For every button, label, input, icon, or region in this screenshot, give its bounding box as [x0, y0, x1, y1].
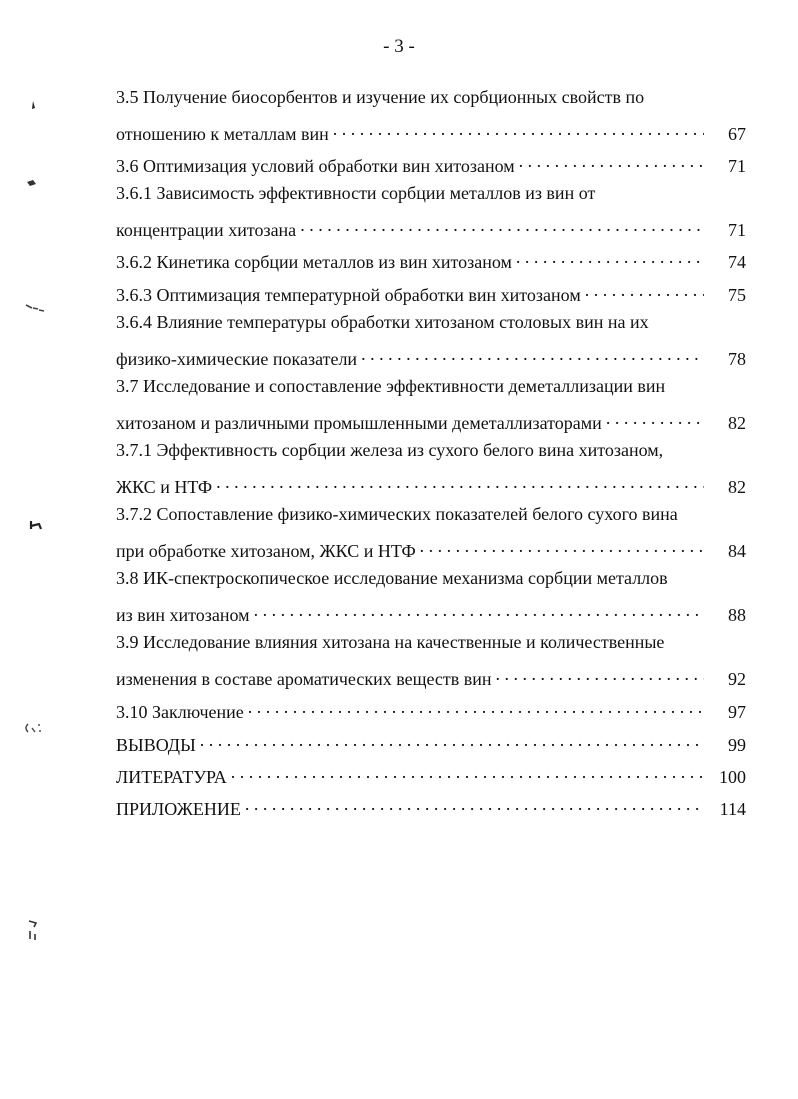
scan-speck-mark — [24, 176, 40, 190]
toc-entry-label: концентрации хитозана — [116, 220, 297, 240]
dot-leader — [245, 793, 704, 815]
dot-leader — [231, 761, 704, 783]
toc-entry-label: ЛИТЕРАТУРА — [116, 767, 227, 787]
toc-entry-3-6-4-line-1: 3.6.4 Влияние температуры обработки хитозаном столовых вин на их — [116, 312, 649, 332]
dot-leader — [254, 599, 704, 621]
toc-entry-label: ПРИЛОЖЕНИЕ — [116, 799, 241, 819]
scan-speck-mark — [24, 918, 42, 944]
toc-entry-3-10 — [116, 696, 746, 723]
toc-entry-3-7 — [116, 407, 746, 434]
toc-entry-label: 3.6.2 Кинетика сорбции металлов из вин хитозаном — [116, 252, 512, 272]
toc-entry-3-6-1-line-1: 3.6.1 Зависимость эффективности сорбции металлов из вин от — [116, 183, 596, 203]
toc-entry-3-7-2-line-1: 3.7.2 Сопоставление физико-химических показателей белого сухого вина — [116, 504, 678, 524]
scan-speck-mark — [24, 300, 46, 316]
scan-speck-mark — [22, 718, 48, 738]
dot-leader — [516, 246, 704, 268]
toc-entry-3-6 — [116, 150, 746, 177]
toc-entry-3-8 — [116, 599, 746, 626]
toc-entry-3-6-1 — [116, 214, 746, 241]
toc-page-number: 97 — [728, 702, 746, 722]
dot-leader — [216, 471, 704, 493]
toc-entry-3-9 — [116, 663, 746, 690]
toc-page-number: 74 — [728, 252, 746, 272]
toc-entry-3-6-4 — [116, 343, 746, 370]
toc-entry-3-7-1 — [116, 471, 746, 498]
toc-entry-3-6-2 — [116, 246, 746, 273]
toc-page-number: 75 — [728, 285, 746, 305]
toc-entry-label: из вин хитозаном — [116, 605, 250, 625]
dot-leader — [420, 535, 704, 557]
dot-leader — [200, 729, 704, 751]
toc-entry-label: изменения в составе ароматических веществ вин — [116, 669, 492, 689]
page-number: - 3 - — [383, 36, 415, 57]
toc-page-number: 100 — [719, 767, 746, 787]
toc-entry-label: 3.6 Оптимизация условий обработки вин хитозаном — [116, 156, 515, 176]
toc-entry-label: физико-химические показатели — [116, 349, 358, 369]
toc-entry-label: отношению к металлам вин — [116, 124, 329, 144]
dot-leader — [585, 279, 704, 301]
toc-page-number: 71 — [728, 156, 746, 176]
toc-page-number: 99 — [728, 735, 746, 755]
toc-entry-label: 3.10 Заключение — [116, 702, 244, 722]
toc-page-number: 88 — [728, 605, 746, 625]
toc-page-number: 82 — [728, 477, 746, 497]
toc-page-number: 78 — [728, 349, 746, 369]
toc-entry-3-7-1-line-1: 3.7.1 Эффективность сорбции железа из сухого белого вина хитозаном, — [116, 440, 664, 460]
toc-entry-literature — [116, 761, 746, 788]
dot-leader — [300, 214, 704, 236]
toc-page-number: 84 — [728, 541, 746, 561]
toc-page-number: 82 — [728, 413, 746, 433]
toc-page-number: 114 — [719, 799, 746, 819]
toc-entry-label: 3.6.3 Оптимизация температурной обработки вин хитозаном — [116, 285, 581, 305]
toc-entry-label: ЖКС и НТФ — [116, 477, 213, 497]
toc-page-number: 71 — [728, 220, 746, 240]
toc-page-number: 92 — [728, 669, 746, 689]
dot-leader — [606, 407, 704, 429]
dot-leader — [361, 343, 704, 365]
toc-entry-3-7-line-1: 3.7 Исследование и сопоставление эффективности деметаллизации вин — [116, 376, 666, 396]
dot-leader — [333, 118, 704, 140]
dot-leader — [248, 696, 704, 718]
dot-leader — [496, 663, 704, 685]
toc-entry-3-6-3 — [116, 279, 746, 306]
toc-entry-3-7-2 — [116, 535, 746, 562]
dot-leader — [519, 150, 704, 172]
scan-speck-mark — [27, 518, 45, 534]
toc-entry-3-8-line-1: 3.8 ИК-спектроскопическое исследование механизма сорбции металлов — [116, 568, 668, 588]
toc-entry-label: ВЫВОДЫ — [116, 735, 196, 755]
scan-speck-mark — [26, 98, 40, 112]
toc-entry-conclusions — [116, 729, 746, 756]
toc-entry-label: хитозаном и различными промышленными деметаллизаторами — [116, 413, 602, 433]
toc-page-number: 67 — [728, 124, 746, 144]
toc-entry-3-5 — [116, 118, 746, 145]
toc-entry-3-9-line-1: 3.9 Исследование влияния хитозана на качественные и количественные — [116, 632, 665, 652]
toc-entry-appendix — [116, 793, 746, 820]
toc-entry-label: при обработке хитозаном, ЖКС и НТФ — [116, 541, 416, 561]
toc-entry-3-5-line-1: 3.5 Получение биосорбентов и изучение их сорбционных свойств по — [116, 87, 645, 107]
